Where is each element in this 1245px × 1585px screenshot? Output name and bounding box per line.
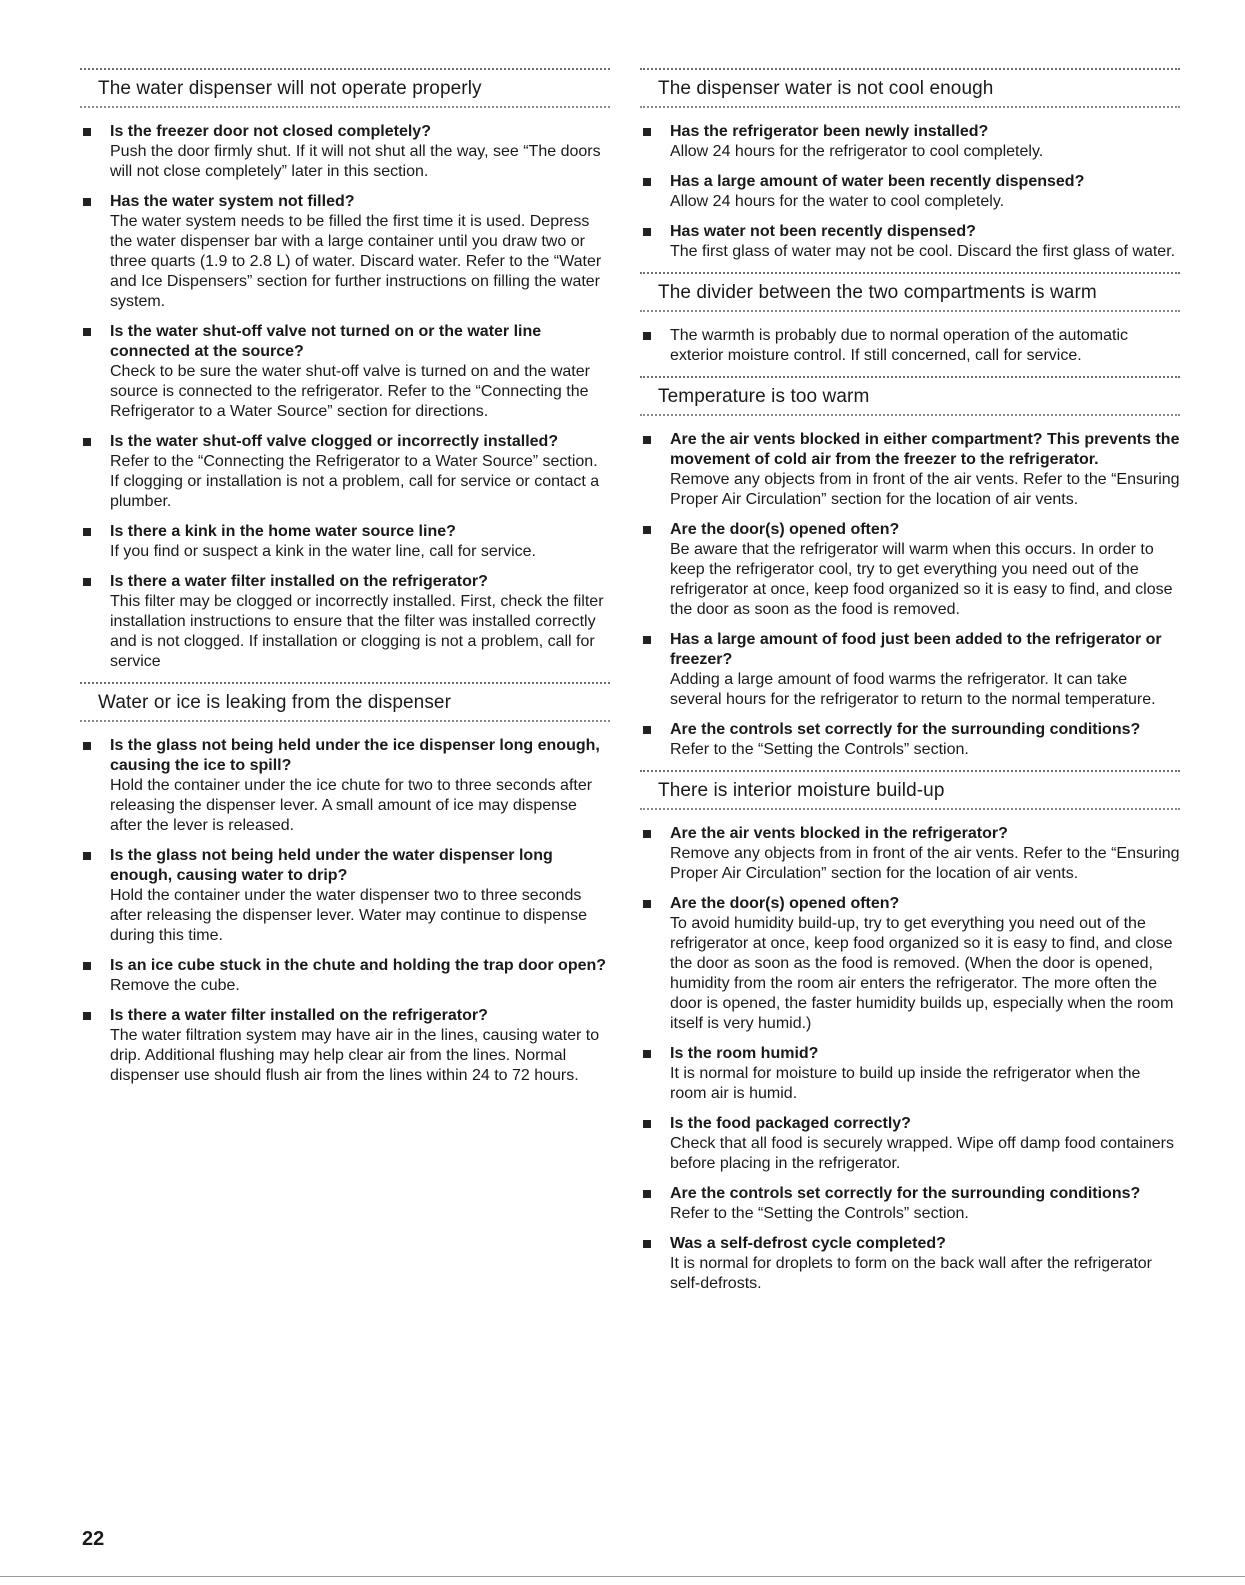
faq-answer: Adding a large amount of food warms the refrigerator. It can take several hours for the refrigerator to return to the normal temperature. — [670, 671, 1156, 708]
faq-question: Are the door(s) opened often? — [670, 521, 900, 538]
faq-item — [640, 222, 1180, 262]
faq-answer: This filter may be clogged or incorrectly installed. First, check the filter installation instructions to ensure that the filter was installed correctly and is not clogged. If installation or clogging is not a problem, call for service — [110, 593, 604, 670]
faq-item — [80, 736, 610, 836]
faq-item — [640, 1114, 1180, 1174]
faq-answer: Hold the container under the water dispenser two to three seconds after releasing the dispenser lever. Water may continue to dispense during this time. — [110, 887, 587, 944]
section-rule-bottom — [640, 808, 1180, 810]
faq-question: Was a self-defrost cycle completed? — [670, 1235, 946, 1252]
faq-item — [640, 430, 1180, 510]
faq-question: Is there a water filter installed on the refrigerator? — [110, 573, 488, 590]
section-title: Temperature is too warm — [658, 386, 870, 407]
square-bullet-icon — [643, 1240, 651, 1248]
faq-answer: The first glass of water may not be cool. Discard the first glass of water. — [670, 243, 1176, 260]
faq-answer: The water filtration system may have air in the lines, causing water to drip. Additional flushing may help clear air from the lines. Normal dispenser use should flush air from the lines within 24 to 72 hours. — [110, 1027, 600, 1084]
faq-item — [640, 824, 1180, 884]
section-rule-top — [80, 68, 610, 70]
page-bottom-rule — [0, 1576, 1245, 1577]
faq-question: Is there a kink in the home water source line? — [110, 523, 456, 540]
faq-item — [80, 122, 610, 182]
faq-answer: Be aware that the refrigerator will warm when this occurs. In order to keep the refrigerator cool, try to get everything you need out of the refrigerator at once, keep food organized so it is easy to find, and close the door as soon as the food is removed. — [670, 541, 1173, 618]
faq-item — [640, 1234, 1180, 1294]
section — [640, 68, 1180, 262]
section — [640, 272, 1180, 366]
square-bullet-icon — [643, 636, 651, 644]
faq-item — [640, 1044, 1180, 1104]
faq-item — [80, 322, 610, 422]
faq-question: Are the door(s) opened often? — [670, 895, 900, 912]
faq-answer: The warmth is probably due to normal operation of the automatic exterior moisture control. If still concerned, call for service. — [670, 327, 1129, 364]
faq-answer: Hold the container under the ice chute for two to three seconds after releasing the dispenser lever. A small amount of ice may dispense after the lever is released. — [110, 777, 593, 834]
section-rule-bottom — [80, 106, 610, 108]
faq-question: Has a large amount of food just been added to the refrigerator or freezer? — [670, 631, 1162, 668]
section — [80, 682, 610, 1086]
square-bullet-icon — [643, 1050, 651, 1058]
section — [640, 770, 1180, 1294]
faq-question: Is the room humid? — [670, 1045, 819, 1062]
square-bullet-icon — [643, 436, 651, 444]
section-rule-top — [640, 68, 1180, 70]
faq-answer: Refer to the “Setting the Controls” section. — [670, 1205, 969, 1222]
section-rule-top — [640, 770, 1180, 772]
faq-question: Is the water shut-off valve not turned on or the water line connected at the source? — [110, 323, 542, 360]
faq-item — [80, 846, 610, 946]
square-bullet-icon — [643, 228, 651, 236]
faq-answer: Push the door firmly shut. If it will not shut all the way, see “The doors will not close completely” later in this section. — [110, 143, 601, 180]
faq-answer: Check that all food is securely wrapped. Wipe off damp food containers before placing in the refrigerator. — [670, 1135, 1174, 1172]
faq-item — [80, 1006, 610, 1086]
faq-item — [640, 630, 1180, 710]
faq-question: Has a large amount of water been recently dispensed? — [670, 173, 1085, 190]
faq-question: Are the air vents blocked in the refrigerator? — [670, 825, 1008, 842]
square-bullet-icon — [643, 900, 651, 908]
section-rule-top — [640, 272, 1180, 274]
faq-answer: It is normal for moisture to build up inside the refrigerator when the room air is humid. — [670, 1065, 1141, 1102]
square-bullet-icon — [643, 332, 651, 340]
faq-item — [640, 172, 1180, 212]
faq-question: Has water not been recently dispensed? — [670, 223, 976, 240]
faq-item — [640, 1184, 1180, 1224]
section-rule-bottom — [640, 414, 1180, 416]
faq-question: Has the refrigerator been newly installed? — [670, 123, 989, 140]
section — [80, 68, 610, 672]
faq-item — [80, 522, 610, 562]
section-title: The divider between the two compartments is warm — [658, 282, 1097, 303]
square-bullet-icon — [83, 528, 91, 536]
section-rule-bottom — [640, 106, 1180, 108]
faq-question: Is there a water filter installed on the refrigerator? — [110, 1007, 488, 1024]
section-rule-top — [80, 682, 610, 684]
square-bullet-icon — [643, 526, 651, 534]
page-number: 22 — [82, 1528, 105, 1550]
faq-answer: Allow 24 hours for the refrigerator to cool completely. — [670, 143, 1044, 160]
faq-item — [640, 122, 1180, 162]
section-title: Water or ice is leaking from the dispenser — [98, 692, 452, 713]
section-rule-bottom — [80, 720, 610, 722]
square-bullet-icon — [643, 178, 651, 186]
faq-item — [640, 326, 1180, 366]
square-bullet-icon — [643, 1190, 651, 1198]
square-bullet-icon — [83, 742, 91, 750]
section-rule-top — [640, 376, 1180, 378]
square-bullet-icon — [83, 438, 91, 446]
square-bullet-icon — [83, 198, 91, 206]
square-bullet-icon — [83, 578, 91, 586]
square-bullet-icon — [643, 1120, 651, 1128]
square-bullet-icon — [643, 128, 651, 136]
faq-answer: Remove any objects from in front of the air vents. Refer to the “Ensuring Proper Air Circulation” section for the location of air vents. — [670, 845, 1180, 882]
square-bullet-icon — [83, 1012, 91, 1020]
faq-item — [80, 572, 610, 672]
faq-answer: To avoid humidity build-up, try to get everything you need out of the refrigerator at once, keep food organized so it is easy to find, and close the door as soon as the food is removed. (When the door is opened, humidity from the room air enters the refrigerator. The more often the door is opened, the faster humidity builds up, especially when the room itself is very humid.) — [670, 915, 1174, 1032]
section-rule-bottom — [640, 310, 1180, 312]
faq-question: Are the controls set correctly for the surrounding conditions? — [670, 721, 1141, 738]
faq-answer: The water system needs to be filled the first time it is used. Depress the water dispenser bar with a large container until you draw two or three quarts (1.9 to 2.8 L) of water. Discard water. Refer to the “Water and Ice Dispensers” section for further instructions on filling the water system. — [110, 213, 602, 310]
faq-item — [640, 720, 1180, 760]
square-bullet-icon — [83, 128, 91, 136]
square-bullet-icon — [643, 726, 651, 734]
faq-answer: If you find or suspect a kink in the water line, call for service. — [110, 543, 536, 560]
faq-question: Are the air vents blocked in either compartment? This prevents the movement of cold air from the freezer to the refrigerator. — [670, 431, 1180, 468]
faq-item — [80, 956, 610, 996]
faq-question: Is the glass not being held under the water dispenser long enough, causing water to drip? — [110, 847, 553, 884]
section-title: The water dispenser will not operate properly — [98, 78, 482, 99]
square-bullet-icon — [83, 852, 91, 860]
section-title: There is interior moisture build-up — [658, 780, 945, 801]
faq-answer: Refer to the “Setting the Controls” section. — [670, 741, 969, 758]
faq-answer: Remove any objects from in front of the air vents. Refer to the “Ensuring Proper Air Circulation” section for the location of air vents. — [670, 471, 1180, 508]
right-column — [640, 68, 1180, 1304]
faq-question: Is an ice cube stuck in the chute and holding the trap door open? — [110, 957, 607, 974]
left-column — [80, 68, 610, 1096]
faq-question: Are the controls set correctly for the surrounding conditions? — [670, 1185, 1141, 1202]
faq-answer: Allow 24 hours for the water to cool completely. — [670, 193, 1005, 210]
faq-item — [640, 520, 1180, 620]
faq-question: Is the food packaged correctly? — [670, 1115, 911, 1132]
square-bullet-icon — [643, 830, 651, 838]
faq-answer: Remove the cube. — [110, 977, 240, 994]
faq-question: Has the water system not filled? — [110, 193, 355, 210]
square-bullet-icon — [83, 328, 91, 336]
faq-question: Is the glass not being held under the ice dispenser long enough, causing the ice to spill? — [110, 737, 600, 774]
faq-answer: Check to be sure the water shut-off valve is turned on and the water source is connected to the refrigerator. Refer to the “Connecting the Refrigerator to a Water Source” section for directions. — [110, 363, 590, 420]
square-bullet-icon — [83, 962, 91, 970]
faq-item — [80, 192, 610, 312]
faq-item — [640, 894, 1180, 1034]
faq-item — [80, 432, 610, 512]
section-title: The dispenser water is not cool enough — [658, 78, 994, 99]
section — [640, 376, 1180, 760]
faq-answer: It is normal for droplets to form on the back wall after the refrigerator self-defrosts. — [670, 1255, 1152, 1292]
faq-answer: Refer to the “Connecting the Refrigerator to a Water Source” section. If clogging or installation is not a problem, call for service or contact a plumber. — [110, 453, 600, 510]
faq-question: Is the water shut-off valve clogged or incorrectly installed? — [110, 433, 559, 450]
faq-question: Is the freezer door not closed completely? — [110, 123, 431, 140]
